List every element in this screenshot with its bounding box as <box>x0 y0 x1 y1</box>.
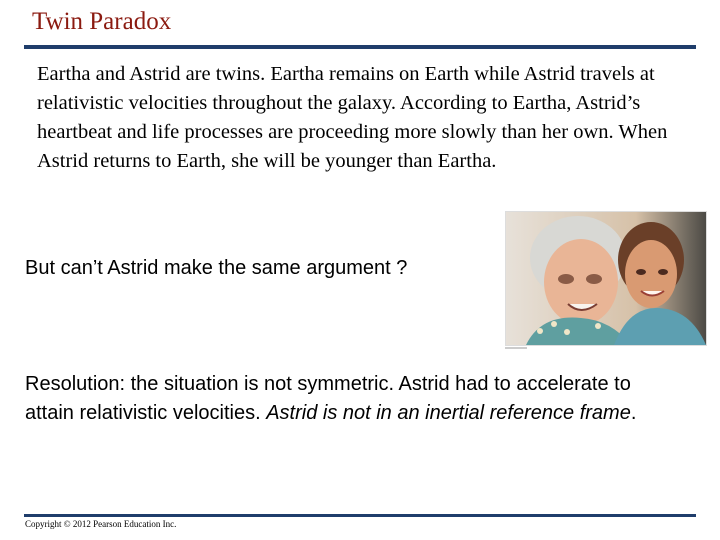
resolution-paragraph <box>25 370 685 428</box>
copyright-notice: Copyright © 2012 Pearson Education Inc. <box>25 519 177 529</box>
intro-paragraph: Eartha and Astrid are twins. Eartha remains on Earth while Astrid travels at relativistic velocities throughout the galaxy. According to Eartha, Astrid’s heartbeat and life processes are proceeding more slowly than her own. When Astrid returns to Earth, she will be younger than Eartha. <box>37 63 668 172</box>
slide-title: Twin Paradox <box>32 8 172 35</box>
resolution-end-text: . <box>630 402 637 424</box>
title-divider <box>24 45 696 49</box>
resolution-plain-text: Resolution: the situation is not symmetric. Astrid had to accelerate to attain relativistic velocities. <box>25 373 631 424</box>
resolution-italic-text: Astrid is not in an inertial reference frame <box>266 402 631 424</box>
photo-credit-line <box>505 347 527 349</box>
question-text: But can’t Astrid make the same argument ? <box>25 257 408 279</box>
portrait-photo-icon <box>505 211 707 346</box>
footer-divider <box>24 514 696 517</box>
